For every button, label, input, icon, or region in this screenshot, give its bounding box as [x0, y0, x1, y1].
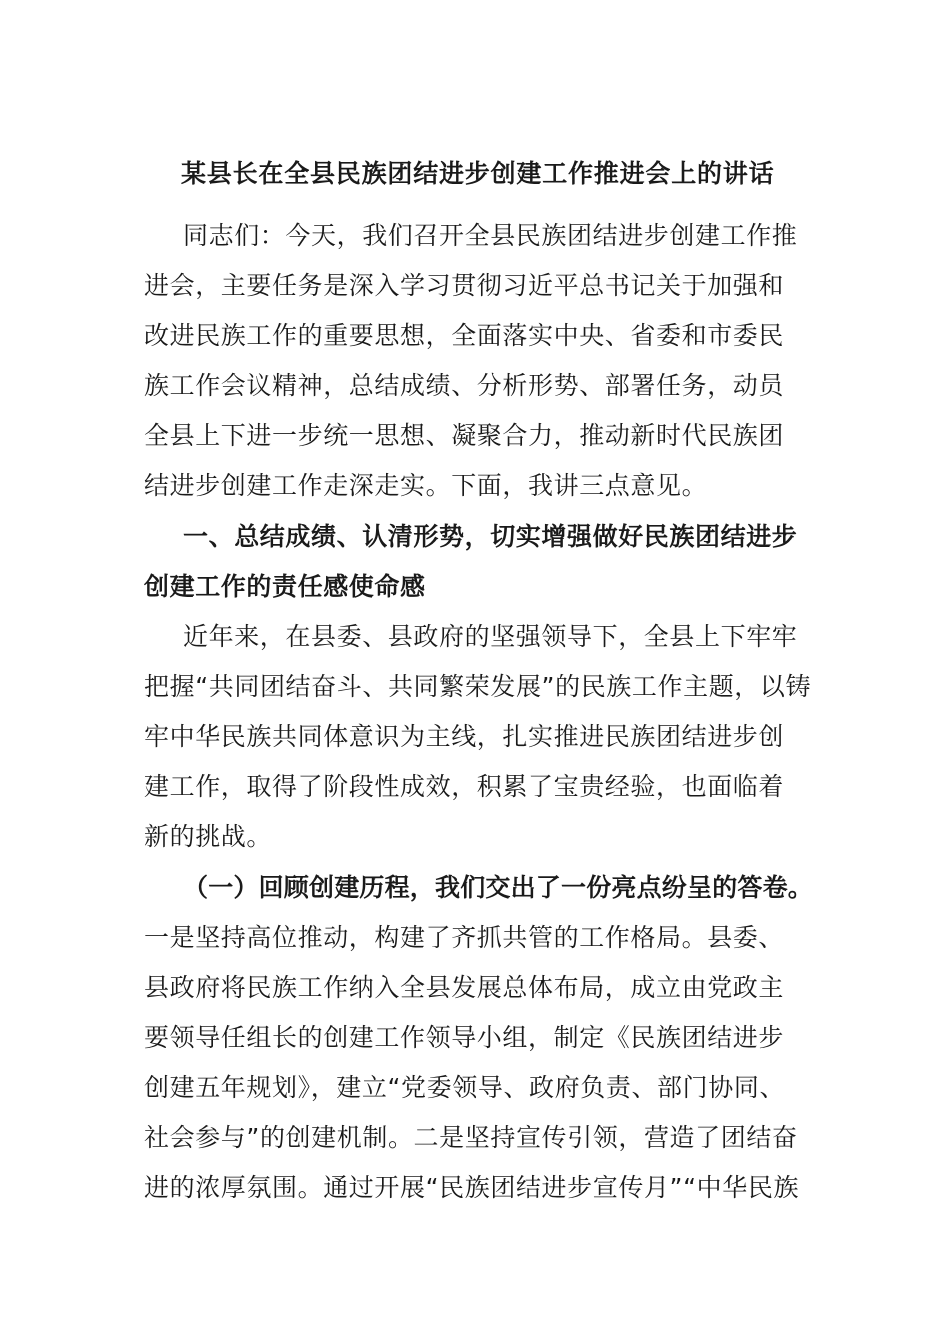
paragraph-line: 县政府将民族工作纳入全县发展总体布局，成立由党政主 [144, 973, 785, 1002]
section-heading-line: 创建工作的责任感使命感 [144, 572, 426, 601]
paragraph-line: 结进步创建工作走深走实。下面，我讲三点意见。 [144, 471, 708, 500]
paragraph-line: 社会参与”的创建机制。二是坚持宣传引领，营造了团结奋 [144, 1123, 798, 1152]
document-title: 某县长在全县民族团结进步创建工作推进会上的讲话 [181, 159, 775, 188]
paragraph-line: 建工作，取得了阶段性成效，积累了宝贵经验，也面临着 [144, 772, 785, 801]
paragraph-line: 近年来，在县委、县政府的坚强领导下，全县上下牢牢 [183, 622, 798, 651]
paragraph-line: 牢中华民族共同体意识为主线，扎实推进民族团结进步创 [144, 722, 785, 751]
section-heading-line: 一、总结成绩、认清形势，切实增强做好民族团结进步 [183, 522, 798, 551]
paragraph-line: 同志们：今天，我们召开全县民族团结进步创建工作推 [183, 221, 798, 250]
paragraph-line: 进的浓厚氛围。通过开展“民族团结进步宣传月”“中华民族 [144, 1173, 800, 1202]
paragraph-line: 创建五年规划》，建立“党委领导、政府负责、部门协同、 [144, 1073, 786, 1102]
paragraph-line: 改进民族工作的重要思想，全面落实中央、省委和市委民 [144, 321, 785, 350]
paragraph-line: 一是坚持高位推动，构建了齐抓共管的工作格局。县委、 [144, 923, 785, 952]
subsection-heading-line: （一）回顾创建历程，我们交出了一份亮点纷呈的答卷。 [183, 873, 814, 902]
paragraph-line: 进会，主要任务是深入学习贯彻习近平总书记关于加强和 [144, 271, 785, 300]
paragraph-line: 要领导任组长的创建工作领导小组，制定《民族团结进步 [144, 1023, 785, 1052]
paragraph-line: 族工作会议精神，总结成绩、分析形势、部署任务，动员 [144, 371, 785, 400]
paragraph-line: 全县上下进一步统一思想、凝聚合力，推动新时代民族团 [144, 421, 785, 450]
paragraph-line: 把握“共同团结奋斗、共同繁荣发展”的民族工作主题，以铸 [144, 672, 812, 701]
paragraph-line: 新的挑战。 [144, 822, 273, 851]
